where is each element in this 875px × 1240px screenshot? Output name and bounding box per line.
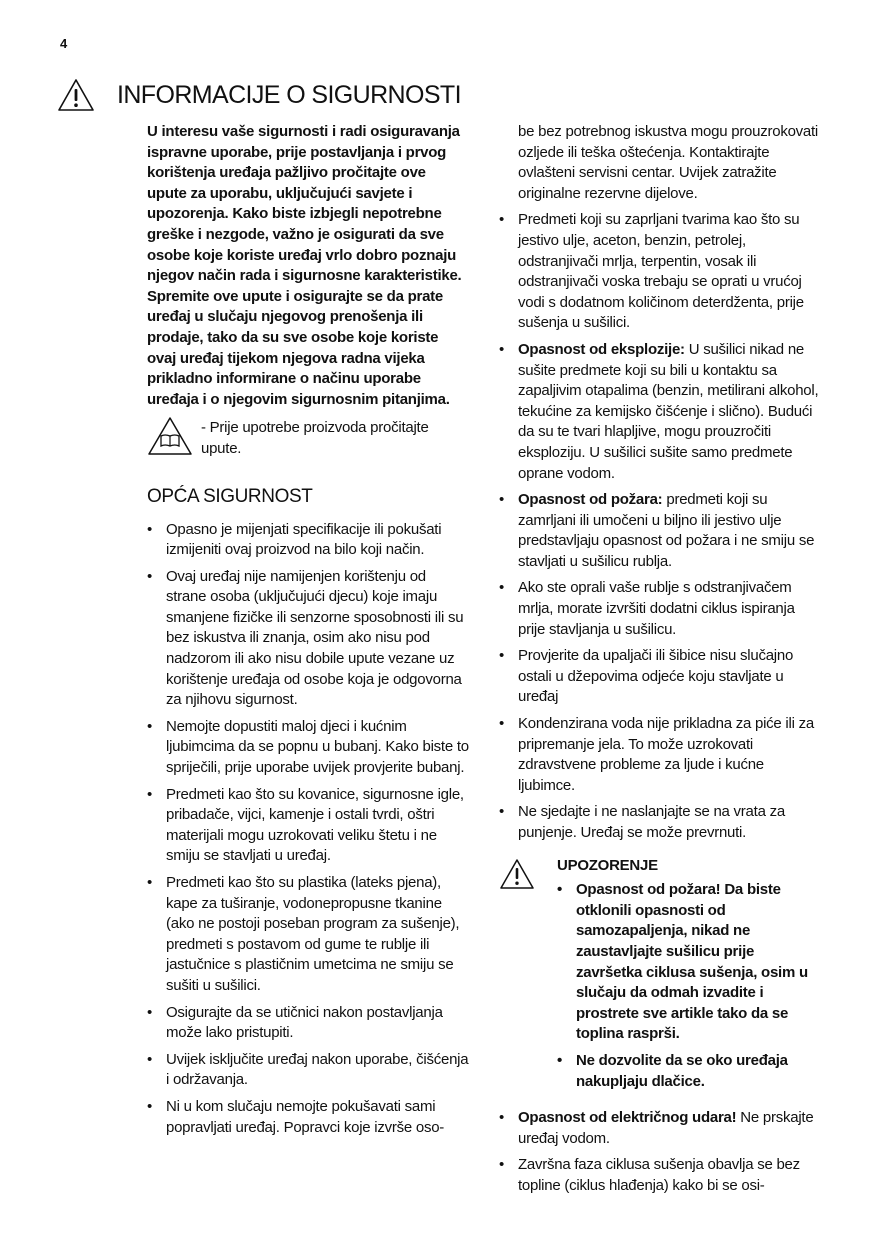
warning-title: UPOZORENJE: [557, 856, 658, 874]
list-item: • Uvijek isključite uređaj nakon uporabe, čišćenja i održavanja.: [147, 1050, 469, 1091]
warning-triangle-icon: [57, 78, 95, 112]
list-item: [499, 340, 824, 484]
warning-triangle-icon: [499, 858, 535, 897]
intro-paragraph: U interesu vaše sigurnosti i radi osiguravanja ispravne uporabe, prije postavljanja i prvog korištenja uređaja pažljivo pročitajte ove upute za uporabu, uključujući savjete i upozorenja. Kako biste izbjegli nepotrebne greške i nezgode, važno je osigurati da sve osobe koje koriste uređaj vrlo dobro poznaju njegov način rada i sigurnosne karakteristike. Spremite ove upute i osigurajte se da prate uređaj u slučaju njegovog prenošenja ili prodaje, tako da su sve osobe koje koriste ovaj uređaj tijekom njegova radna vijeka prikladno informirane o načinu uporabe uređaja i o njegovim sigurnosnim pitanjima.: [147, 123, 462, 408]
list-item: • Ne dozvolite da se oko uređaja nakupljaju dlačice.: [557, 1051, 824, 1092]
safety-list-top: [499, 210, 824, 843]
list-item-label: Opasnost od eksplozije:: [518, 340, 685, 358]
list-item: [499, 1108, 824, 1149]
right-column: [499, 122, 824, 1203]
list-item: • Predmeti kao što su kovanice, sigurnosne igle, pribadače, vijci, kamenje i ostali tvrdi, oštri materijali mogu uzrokovati veliku štetu i ne smiju se stavljati u uređaj.: [147, 785, 469, 867]
list-item: • Nemojte dopustiti maloj djeci i kućnim ljubimcima da se popnu u bubanj. Kako biste to spriječili, prije uporabe uvijek provjerite bubanj.: [147, 717, 469, 779]
list-item: • Ni u kom slučaju nemojte pokušavati sami popravljati uređaj. Popravci koje izvrše oso-: [147, 1097, 469, 1138]
list-item: • Ovaj uređaj nije namijenjen korištenju od strane osoba (uključujući djecu) koje imaju smanjene fizičke ili senzorne sposobnosti ili su bez iskustva ili znanja, osim ako nisu pod nadzorom ili ako nisu dobile upute vezane uz korištenje uređaja od osobe koja je odgovorna za njihovu sigurnost.: [147, 567, 469, 711]
list-item: • Predmeti kao što su plastika (lateks pjena), kape za tuširanje, vodonepropusne tkanine (ako ne postoji poseban program za sušenje), predmeti s postavom od gume te rublje ili jastučnice s plastičnim umetcima ne smiju se sušiti u sušilici.: [147, 873, 469, 997]
general-safety-list: [147, 520, 469, 1139]
list-item-text: Završna faza ciklusa sušenja obavlja se bez topline (ciklus hlađenja) kako bi se osi-: [518, 1156, 800, 1194]
page-title: INFORMACIJE O SIGURNOSTI: [117, 80, 461, 109]
left-column: [147, 122, 469, 1144]
list-item-text: Predmeti koji su zaprljani tvarima kao što su jestivo ulje, aceton, benzin, petrolej, odstranjivači mrlja, terpentin, vosak ili odstranjivači voska trebaju se oprati u vrućoj vodi s dodatnom količinom deterdženta, prije sušenja u sušilici.: [518, 211, 804, 332]
list-item: • Opasnost od požara! Da biste otklonili opasnosti od samozapaljenja, nikad ne zaustavljajte sušilicu prije završetka ciklusa sušenja, osim u slučaju da odmah izvadite i prostrete sve artikle tako da se toplina rasprši.: [557, 880, 824, 1045]
list-item-label: Opasnost od požara:: [518, 491, 663, 509]
book-warning-icon: [147, 416, 193, 463]
safety-list-bottom: [499, 1108, 824, 1196]
list-item-text: Ne prskajte uređaj vodom.: [518, 1109, 814, 1147]
read-note-text: - Prije upotrebe proizvoda pročitajte upute.: [201, 419, 429, 457]
list-item-text: Ako ste oprali vaše rublje s odstranjivačem mrlja, morate izvršiti dodatni ciklus ispiranja prije stavljanja u sušilicu.: [518, 579, 795, 638]
general-safety-heading: OPĆA SIGURNOST: [147, 485, 313, 507]
list-item-text: Ne sjedajte i ne naslanjajte se na vrata za punjenje. Uređaj se može prevrnuti.: [518, 803, 785, 841]
warning-box: [499, 856, 824, 1093]
section-header: [57, 64, 461, 127]
list-item: • Opasno je mijenjati specifikacije ili pokušati izmijeniti ovaj proizvod na bilo koji način.: [147, 520, 469, 561]
list-item: [499, 210, 824, 334]
list-item-text: Provjerite da upaljači ili šibice nisu slučajno ostali u džepovima odjeće koju stavljate u uređaj: [518, 647, 794, 706]
list-item: [499, 646, 824, 708]
list-item: [499, 490, 824, 572]
list-item-text: predmeti koji su zamrljani ili umočeni u biljno ili jestivo ulje predstavljaju opasnost od požara i ne smiju se stavljati u sušilicu rublja.: [518, 491, 815, 570]
list-item: [499, 714, 824, 796]
list-item: [499, 802, 824, 843]
list-item: • Osigurajte da se utičnici nakon postavljanja može lako pristupiti.: [147, 1003, 469, 1044]
warning-list: [557, 880, 824, 1092]
continued-text: be bez potrebnog iskustva mogu prouzrokovati ozljede ili teška oštećenja. Kontaktirajte ovlašteni servisni centar. Uvijek zatražite originalne rezervne dijelove.: [518, 123, 819, 202]
list-item-text: Kondenzirana voda nije prikladna za piće ili za pripremanje jela. To može uzrokovati zdravstvene probleme za ljude i kućne ljubimce.: [518, 715, 814, 794]
list-item-text: U sušilici nikad ne sušite predmete koji su bili u kontaktu sa zapaljivim otapalima (benzin, metilirani alkohol, tekućine za kemijsko čišćenje i slično). Budući da su te tvari hlapljive, mogu prouzročiti eksploziju. U sušilici sušite samo predmete oprane vodom.: [518, 340, 819, 482]
list-item: [499, 578, 824, 640]
list-item-label: Opasnost od električnog udara!: [518, 1109, 737, 1127]
read-instructions-note: [147, 418, 469, 463]
page-number: 4: [60, 36, 68, 51]
list-item: [499, 1155, 824, 1196]
